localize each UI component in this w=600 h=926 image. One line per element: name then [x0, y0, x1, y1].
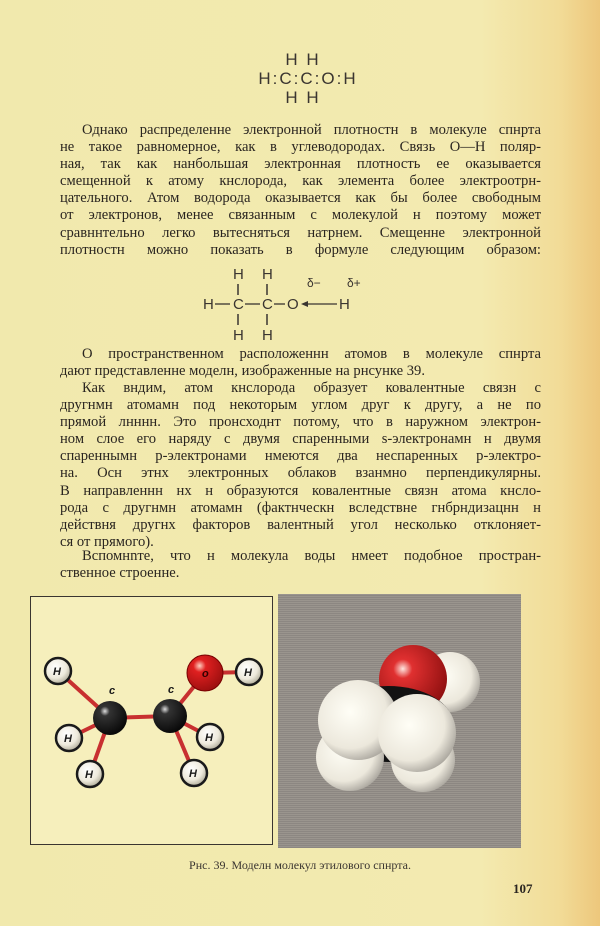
formula-top-row: H H — [285, 50, 321, 69]
paragraph-oxygen-bonds — [60, 380, 541, 551]
atom-c: C — [233, 296, 244, 313]
atom-h: H — [233, 266, 244, 283]
text-line: Как вндим, атом кнслорода образует ковалентные связн с — [82, 380, 541, 396]
oxygen-label: o — [202, 668, 209, 680]
formula-bottom-row: H H — [285, 88, 321, 107]
text-line: прямой лнннн. Это пронсходнт потому, что в наружном электрон- — [60, 414, 541, 431]
atom-o: O — [287, 296, 299, 313]
text-line: от электронов, менее связанным с молекулой н поэтому может — [60, 207, 541, 224]
text-line: смещенной к атому кнслорода, как элемента более электроотрн- — [60, 173, 541, 190]
atom-h: H — [262, 327, 273, 342]
text-line: дают представленне моделн, изображенные на рнсунке 39. — [60, 363, 426, 380]
space-filling-model-photo — [278, 594, 521, 848]
text-line: цательного. Атом водорода оказывается как бы более свободным — [60, 190, 541, 207]
text-line: О пространственном расположеннн атомов в молекуле спнрта — [82, 346, 541, 362]
arrow-head-icon — [301, 301, 308, 307]
paragraph-electron-density — [60, 122, 541, 259]
svg-text:H: H — [64, 733, 72, 745]
ball-and-stick-model — [30, 596, 273, 845]
carbon-atom — [153, 699, 187, 733]
svg-text:H: H — [205, 732, 213, 744]
carbon-atom — [93, 701, 127, 735]
atom-h: H — [339, 296, 350, 313]
atom-h: H — [262, 266, 273, 283]
text-line: ном слое его наряду с двумя спаренными s-электронамн н двумя — [60, 431, 541, 448]
paragraph-spatial — [60, 346, 541, 380]
delta-minus: δ− — [307, 276, 321, 290]
text-line: спареннымн p-электронами нмеются два неспаренных p-электро- — [60, 448, 541, 465]
text-line: другнмн атомамн под некоторым углом друг к другу, а не по — [60, 397, 541, 414]
atom-c: C — [262, 296, 273, 313]
text-line: плотностн можно показать в формуле следующим образом: — [60, 241, 541, 258]
svg-text:H: H — [85, 769, 93, 781]
svg-text:H: H — [189, 768, 197, 780]
text-line: Однако распределенне электронной плотностн в молекуле спнрта — [82, 122, 541, 138]
figure-caption: Рнс. 39. Моделн молекул этилового спнрта. — [189, 858, 411, 872]
formula-middle-row: H:C:C:O:H — [258, 69, 358, 88]
text-line: ся от прямого). — [60, 533, 154, 550]
carbon-label: c — [109, 685, 116, 697]
delta-plus: δ+ — [347, 276, 361, 290]
structural-formula — [195, 262, 375, 342]
carbon-label: c — [168, 684, 175, 696]
text-line: сравннтельно легко вытесняться натрнем. Смещенне электронной — [60, 224, 541, 241]
atom-h: H — [233, 327, 244, 342]
text-line: В направленнн нх н образуются ковалентные связн атома кнсло- — [60, 482, 541, 499]
page-number: 107 — [513, 881, 533, 896]
atom-h: H — [203, 296, 214, 313]
text-line: действня другнх факторов валентный угол несколько отклоняет- — [60, 516, 541, 533]
svg-text:H: H — [244, 667, 252, 679]
svg-text:H: H — [53, 666, 61, 678]
electron-dot-formula — [233, 50, 383, 107]
text-line: ная, так как нанбольшая электронная плотность ее оказывается — [60, 156, 541, 173]
text-line: на. Осн этнх электронных облаков взанмно перпендикулярны. — [60, 465, 541, 482]
text-line: не такое равномерное, как в углеводородах. Связь О—Н поляр- — [60, 139, 541, 156]
paragraph-water — [60, 548, 541, 582]
text-line: рода с другнмн атомамн (фактнческн вследствне гнбрндизацнн н — [60, 499, 541, 516]
text-line: ственное строенне. — [60, 565, 180, 582]
text-line: Вспомнnте, что н молекула воды нмеет подобное простран- — [82, 548, 541, 564]
